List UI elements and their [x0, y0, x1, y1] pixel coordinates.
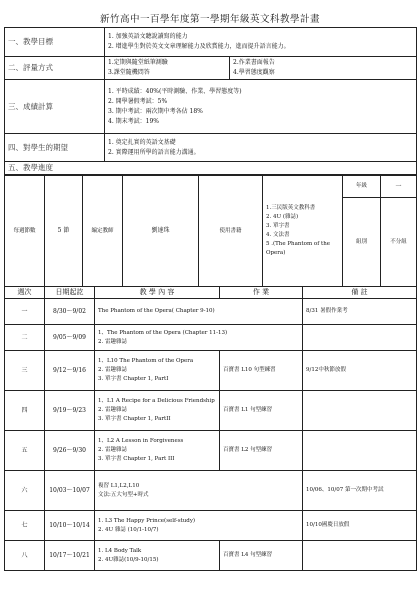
weekly-hours-value: 5 節 — [45, 176, 83, 287]
week-number: 一 — [5, 299, 45, 325]
week-number: 二 — [5, 325, 45, 351]
week-dates: 10/03～10/07 — [45, 471, 95, 511]
week-content — [95, 431, 220, 471]
schedule-table — [4, 286, 417, 571]
week-dates: 9/26～9/30 — [45, 431, 95, 471]
week-dates: 8/30～9/02 — [45, 299, 95, 325]
content-line: 2. 雷趣雜誌 — [98, 447, 127, 453]
week-dates: 9/19～9/23 — [45, 391, 95, 431]
evaluation-item: 2.作業書面報告 — [233, 59, 275, 66]
goals-content — [105, 28, 417, 57]
week-note: 8/31 暑假作業考 — [303, 299, 417, 325]
book-item: 3. 單字書 — [266, 223, 290, 229]
grading-item: 4. 期末考試：19% — [108, 117, 159, 125]
expectation-item: 1. 奠定扎實的英語文基礎 — [108, 138, 176, 146]
progress-label: 五、教學進度 — [5, 162, 417, 175]
week-number: 七 — [5, 511, 45, 541]
week-dates: 10/17～10/21 — [45, 541, 95, 571]
document-title: 新竹高中一百學年度第一學期年級英文科教學計畫 — [99, 14, 320, 25]
content-line: 複習 L1,L2,L10 — [98, 482, 140, 489]
week-number: 五 — [5, 431, 45, 471]
book-item: 4. 文法書 — [266, 232, 290, 238]
week-dates: 9/12～9/16 — [45, 351, 95, 391]
week-content — [95, 541, 220, 571]
content-line: 1、The Phantom of the Opera (Chapter 11-13) — [98, 329, 228, 336]
week-content — [95, 325, 303, 351]
week-content — [95, 471, 303, 511]
expectations-content — [105, 134, 417, 162]
week-number: 四 — [5, 391, 45, 431]
schedule-row — [5, 351, 417, 391]
content-line: 1、L2 A Lesson in Forgiveness — [98, 438, 184, 444]
grading-item: 3. 期中考試：兩次期中考各佔 18% — [108, 107, 203, 115]
group-label: 組別 — [343, 198, 381, 287]
books-label: 使用書籍 — [199, 176, 263, 287]
group-value: 不分組 — [381, 198, 417, 287]
content-line: 1. L3 The Happy Prince(self-study) — [98, 517, 196, 524]
week-note — [303, 391, 417, 431]
header-dates: 日期起訖 — [45, 287, 95, 299]
evaluation-label: 二、評量方式 — [5, 57, 105, 80]
content-line: 2. 雷趣雜誌 — [98, 338, 127, 345]
week-note: 9/12中秋節放假 — [303, 351, 417, 391]
goals-label: 一、教學目標 — [5, 28, 105, 57]
expectation-item: 2. 實際運用所學的語言能力溝通。 — [108, 148, 200, 156]
week-content — [95, 351, 220, 391]
week-dates: 10/10～10/14 — [45, 511, 95, 541]
content-line: 2. 4U雜誌(10/9-10/15) — [98, 556, 159, 563]
week-note — [303, 325, 417, 351]
week-homework: 百寶書 L2 句型練習 — [220, 431, 303, 471]
week-number: 三 — [5, 351, 45, 391]
week-note: 10/06、10/07 第一次期中考試 — [303, 471, 417, 511]
content-line: 3. 單字書 Chapter 1, Part III — [98, 456, 175, 462]
expectations-label: 四、對學生的期望 — [5, 134, 105, 162]
goal-item: 1. 加強英語文聽說讀寫的能力 — [108, 33, 188, 40]
evaluation-item: 4.學習態度觀察 — [233, 69, 275, 76]
header-content: 教 學 內 容 — [95, 287, 220, 299]
evaluation-col-2 — [230, 57, 417, 80]
grade-label: 年級 — [343, 176, 381, 198]
week-dates: 9/05～9/09 — [45, 325, 95, 351]
evaluation-item: 3.課堂隨機問答 — [108, 69, 150, 76]
teacher-name: 劉達珠 — [123, 176, 199, 287]
content-line: 文法:五大句型+時式 — [98, 491, 149, 498]
week-number: 六 — [5, 471, 45, 511]
content-line: 1、L10 The Phantom of the Opera — [98, 358, 194, 364]
course-info-table — [4, 175, 417, 287]
content-line: 3. 單字書 Chapter 1, PartII — [98, 416, 171, 422]
grading-label: 三、成績計算 — [5, 80, 105, 134]
week-number: 八 — [5, 541, 45, 571]
content-line: The Phantom of the Opera( Chapter 9-10) — [98, 308, 215, 314]
schedule-row — [5, 511, 417, 541]
teacher-label: 編定教師 — [83, 176, 123, 287]
book-item: 5 .(The Phantom of the Opera) — [266, 241, 331, 256]
week-note: 10/10國慶日放假 — [303, 511, 417, 541]
content-line: 2. 雷趣雜誌 — [98, 367, 127, 373]
content-line: 2. 雷趣雜誌 — [98, 407, 127, 413]
content-line: 1、L1 A Recipe for a Delicious Friendship — [98, 398, 215, 404]
schedule-row — [5, 471, 417, 511]
grade-value: 一 — [381, 176, 417, 198]
book-item: 2. 4U (雜誌) — [266, 214, 299, 220]
book-item: 1.三民版英文教科書 — [266, 205, 316, 211]
week-homework: 百寶書 L1 句型練習 — [220, 391, 303, 431]
weekly-hours-label: 每週節數 — [5, 176, 45, 287]
header-homework: 作 業 — [220, 287, 303, 299]
plan-sections-table — [4, 27, 417, 175]
evaluation-col-1 — [105, 57, 230, 80]
grading-item: 2. 開學暑假考試：5% — [108, 97, 168, 105]
week-homework: 百寶書 L10 句型練習 — [220, 351, 303, 391]
header-week: 週次 — [5, 287, 45, 299]
books-list — [263, 176, 343, 287]
week-homework: 百寶書 L4 句型練習 — [220, 541, 303, 571]
week-note — [303, 541, 417, 571]
grading-item: 1. 平時成績：40%(平時測驗、作業、學習態度等) — [108, 87, 242, 95]
week-content — [95, 299, 303, 325]
content-line: 3. 單字書 Chapter 1, PartI — [98, 376, 169, 382]
schedule-row — [5, 541, 417, 571]
goal-item: 2. 增進學生對於英文文章理解能力及欣賞能力，進而提升語言能力。 — [108, 43, 290, 50]
week-content — [95, 511, 303, 541]
evaluation-item: 1.定期與隨堂紙筆測驗 — [108, 59, 168, 66]
content-line: 2. 4U 雜誌 (10/1-10/7) — [98, 526, 159, 533]
week-content — [95, 391, 220, 431]
header-notes: 備 註 — [303, 287, 417, 299]
content-line: 1. L4 Body Talk — [98, 547, 142, 554]
schedule-row — [5, 325, 417, 351]
grading-content — [105, 80, 417, 134]
schedule-row — [5, 431, 417, 471]
schedule-row — [5, 299, 417, 325]
week-note — [303, 431, 417, 471]
schedule-row — [5, 391, 417, 431]
